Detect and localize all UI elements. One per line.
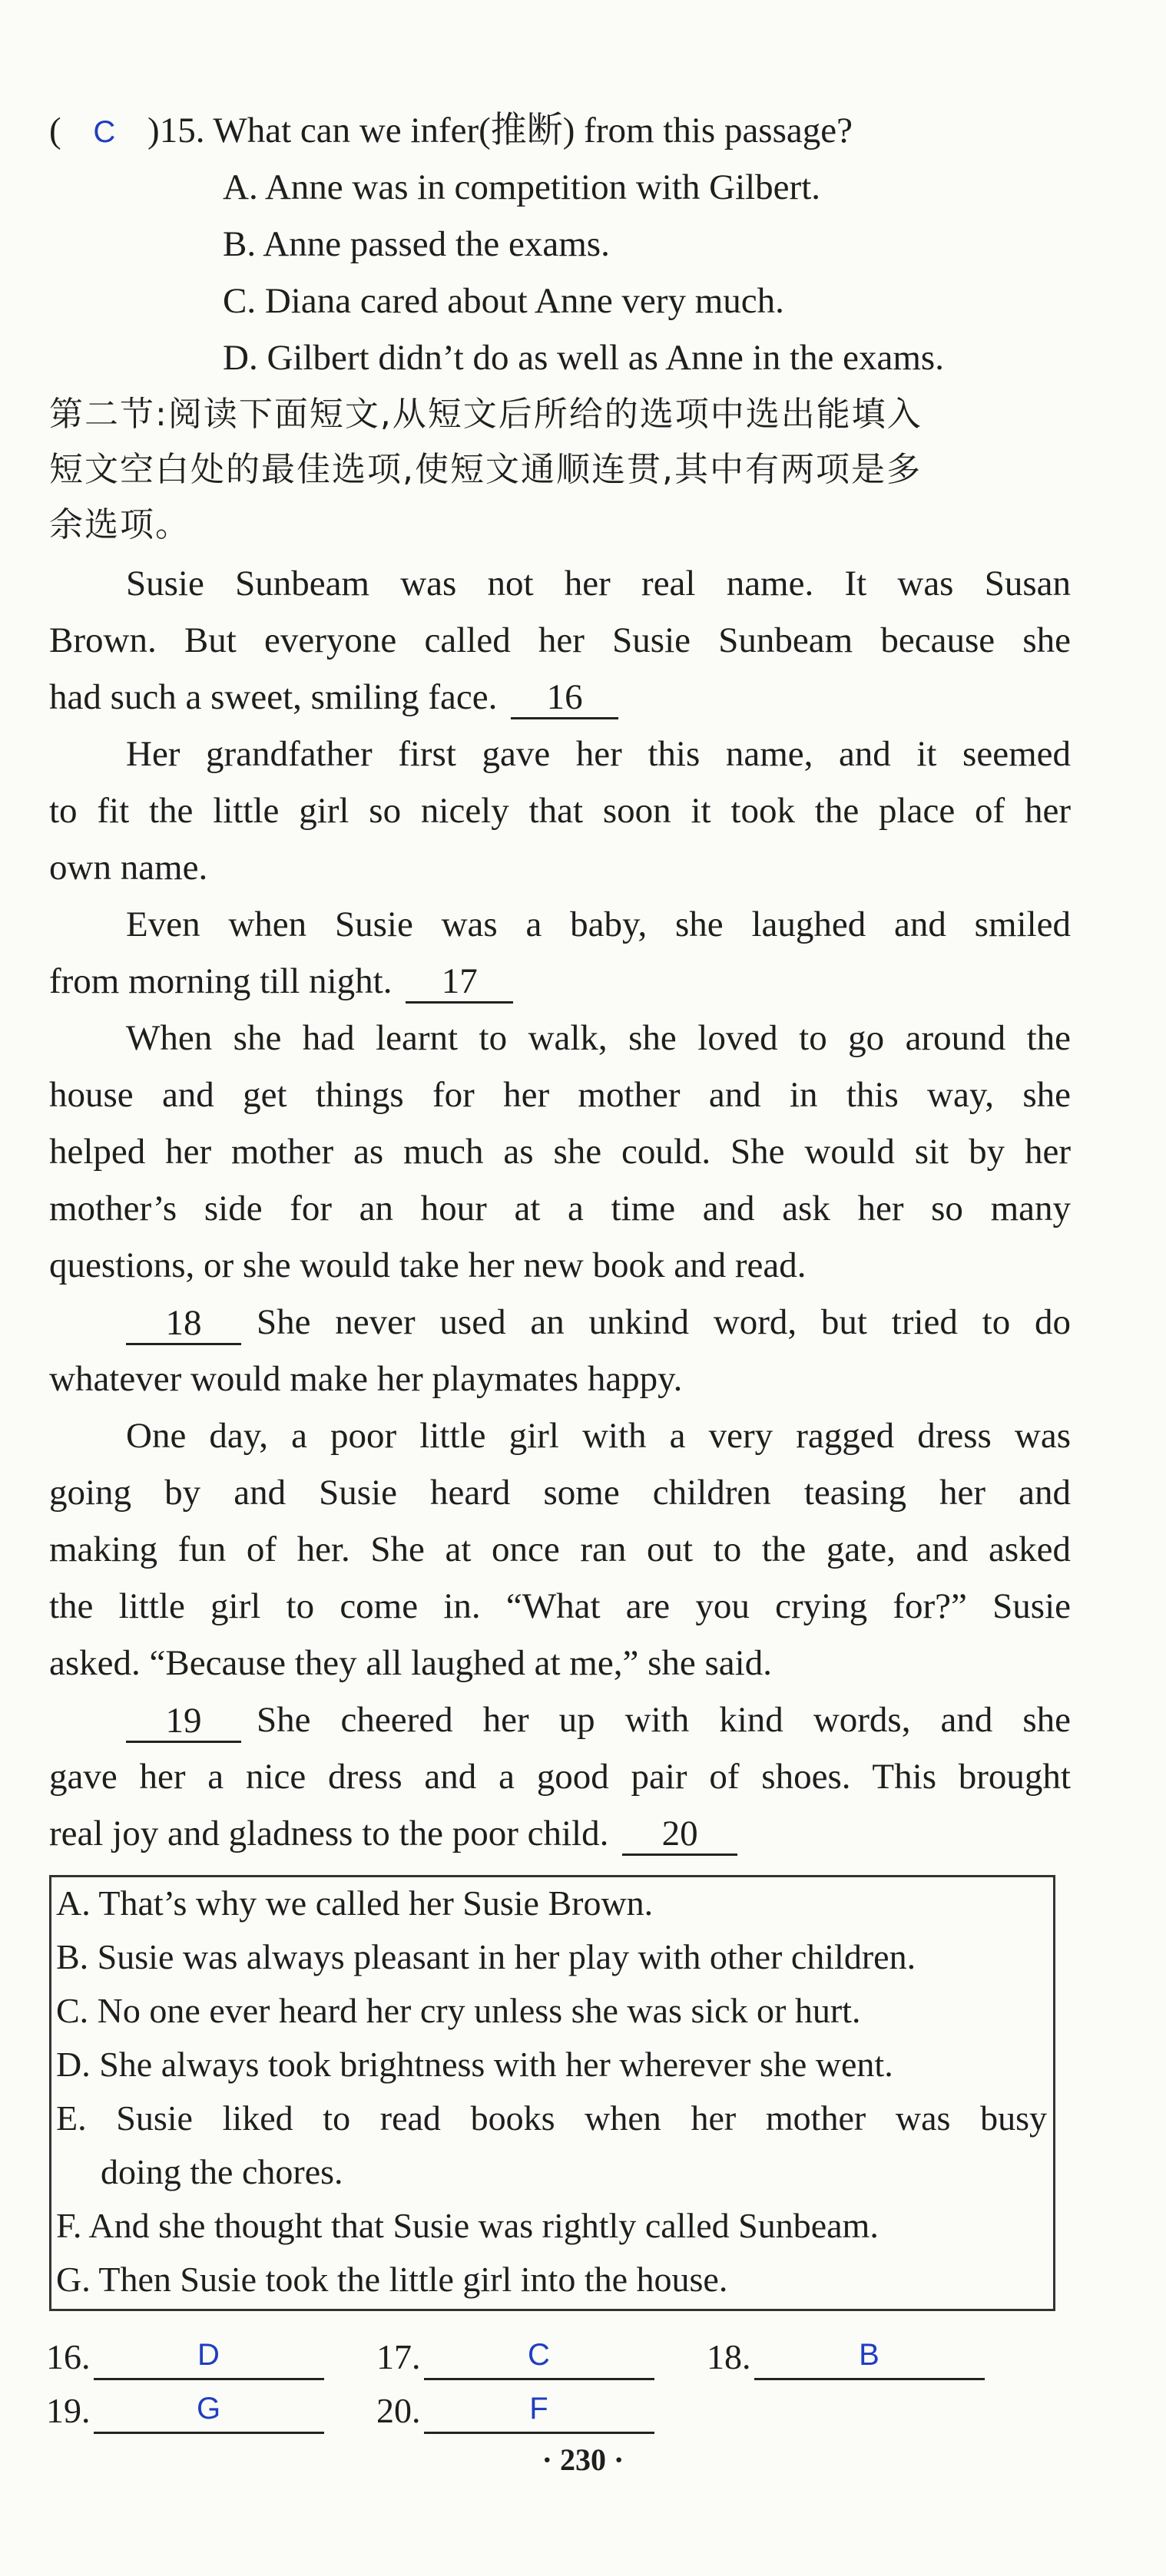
answer-17-line[interactable] [424, 2338, 654, 2380]
answer-17-num: 17. [376, 2337, 421, 2376]
p7-line-2: gave her a nice dress and a good pair of shoes. This brought [49, 1757, 1071, 1797]
answer-18 [707, 2334, 985, 2380]
q15-option-a: A. Anne was in competition with Gilbert. [223, 167, 821, 207]
p4-line-5: questions, or she would take her new book and read. [49, 1245, 807, 1285]
option-e-line-2: doing the chores. [101, 2152, 343, 2191]
section2-instruction-1: 第二节:阅读下面短文,从短文后所给的选项中选出能填入 [49, 395, 923, 434]
answer-20-value: F [529, 2392, 548, 2426]
option-g: G. Then Susie took the little girl into the house. [56, 2260, 728, 2299]
answer-18-value: B [859, 2338, 879, 2372]
answer-19-num: 19. [46, 2391, 91, 2430]
option-a: A. That’s why we called her Susie Brown. [56, 1883, 654, 1923]
answer-19-line[interactable] [94, 2392, 324, 2434]
answer-20-num: 20. [376, 2391, 421, 2430]
p7-line-1-text: She cheered her up with kind words, and she [257, 1700, 1071, 1740]
p7-line-3 [49, 1810, 1071, 1857]
option-e-line-1: E. Susie liked to read books when her mother was busy [56, 2098, 1047, 2138]
option-f: F. And she thought that Susie was rightly called Sunbeam. [56, 2206, 879, 2245]
p3-line-1: Even when Susie was a baby, she laughed and smiled [126, 904, 1071, 944]
p1-line-2: Brown. But everyone called her Susie Sunbeam because she [49, 620, 1071, 660]
p5-line-1 [126, 1299, 1071, 1345]
p4-line-4: mother’s side for an hour at a time and ask her so many [49, 1189, 1071, 1228]
p6-line-5: asked. “Because they all laughed at me,” she said. [49, 1643, 772, 1683]
q15-option-b: B. Anne passed the exams. [223, 224, 610, 264]
blank-19: 19 [126, 1701, 241, 1743]
page-number: · 230 · [542, 2442, 624, 2477]
p7-line-1 [126, 1697, 1071, 1743]
answer-18-line[interactable] [754, 2338, 985, 2380]
p5-line-2: whatever would make her playmates happy. [49, 1359, 683, 1399]
p2-line-1: Her grandfather first gave her this name, and it seemed [126, 734, 1071, 774]
p1-line-3 [49, 674, 1071, 720]
answer-19 [46, 2388, 324, 2434]
q15-stem-line [49, 107, 1071, 155]
p2-line-3: own name. [49, 848, 208, 888]
blank-16: 16 [511, 677, 618, 719]
p3-line-2-text: from morning till night. [49, 961, 393, 1001]
p3-line-2 [49, 958, 1071, 1004]
option-d: D. She always took brightness with her wherever she went. [56, 2045, 893, 2084]
answer-17-value: C [528, 2338, 550, 2372]
answer-16-line[interactable] [94, 2338, 324, 2380]
section2-instruction-2: 短文空白处的最佳选项,使短文通顺连贯,其中有两项是多 [49, 450, 922, 489]
section2-instruction-3: 余选项。 [49, 505, 190, 544]
p6-line-3: making fun of her. She at once ran out to the gate, and asked [49, 1529, 1071, 1569]
p2-line-2: to fit the little girl so nicely that soon it took the place of her [49, 791, 1071, 831]
answer-17 [376, 2334, 654, 2380]
p4-line-1: When she had learnt to walk, she loved to go around the [126, 1018, 1071, 1058]
blank-20: 20 [622, 1814, 737, 1856]
p1-line-1: Susie Sunbeam was not her real name. It was Susan [126, 564, 1071, 603]
blank-18: 18 [126, 1303, 241, 1345]
p1-line-3-text: had such a sweet, smiling face. [49, 677, 498, 717]
answer-20 [376, 2388, 654, 2434]
q15-stem: 15. What can we infer(推断) from this passage? [159, 111, 853, 150]
q15-option-c: C. Diana cared about Anne very much. [223, 281, 784, 321]
option-b: B. Susie was always pleasant in her play with other children. [56, 1937, 916, 1976]
p6-line-2: going by and Susie heard some children teasing her and [49, 1473, 1071, 1513]
answer-16-num: 16. [46, 2337, 91, 2376]
q15-answer: C [93, 115, 116, 149]
p4-line-2: house and get things for her mother and in this way, she [49, 1075, 1071, 1115]
q15-paren-right: ) [147, 111, 160, 150]
answer-16 [46, 2334, 324, 2380]
p6-line-4: the little girl to come in. “What are you crying for?” Susie [49, 1586, 1071, 1626]
p7-line-3-text: real joy and gladness to the poor child. [49, 1814, 609, 1853]
answer-19-value: G [196, 2392, 221, 2426]
answer-16-value: D [197, 2338, 220, 2372]
answer-20-line[interactable] [424, 2392, 654, 2434]
p5-line-1-text: She never used an unkind word, but tried to do [257, 1302, 1071, 1342]
option-c: C. No one ever heard her cry unless she was sick or hurt. [56, 1991, 861, 2030]
answer-18-num: 18. [707, 2337, 751, 2376]
options-box [49, 1875, 1055, 2311]
blank-17: 17 [406, 961, 513, 1004]
p6-line-1: One day, a poor little girl with a very ragged dress was [126, 1416, 1071, 1456]
p4-line-3: helped her mother as much as she could. She would sit by her [49, 1132, 1071, 1172]
q15-option-d: D. Gilbert didn’t do as well as Anne in the exams. [223, 338, 944, 378]
q15-paren-left: ( [49, 111, 61, 150]
